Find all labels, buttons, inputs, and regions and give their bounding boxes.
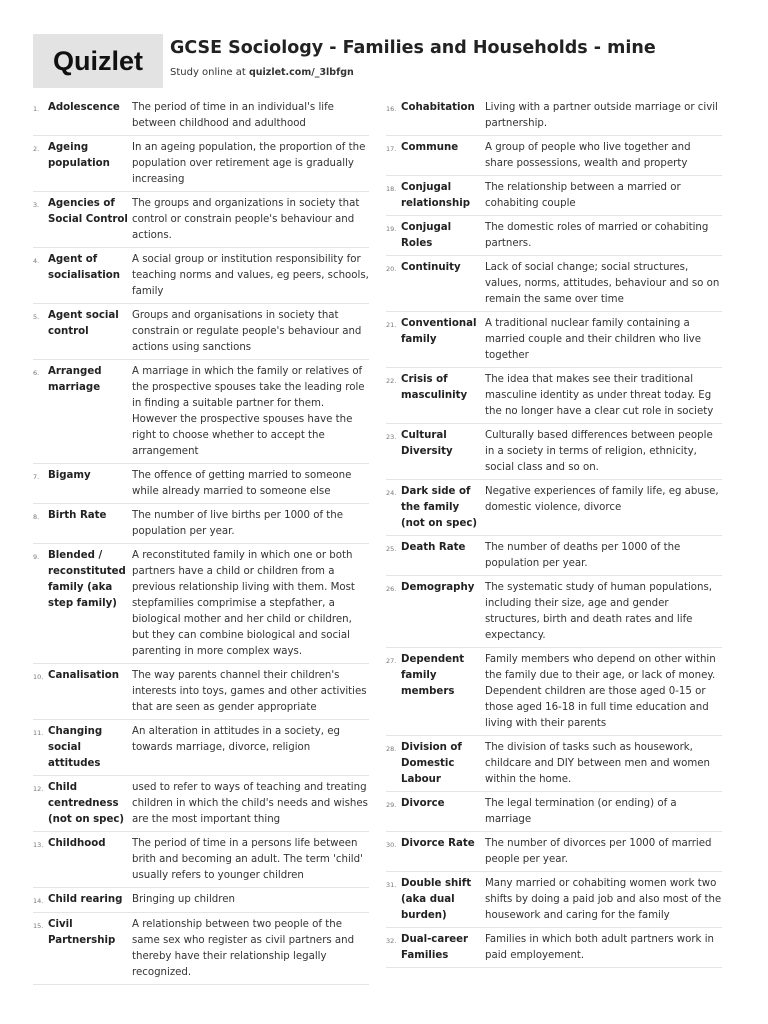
term-number: 6.	[33, 369, 40, 377]
term-label: Civil Partnership	[48, 919, 116, 946]
term-definition: The domestic roles of married or cohabiting partners.	[485, 222, 709, 249]
term-definition: Lack of social change; social structures, values, norms, attitudes, behaviour and so on remain the same over time	[485, 262, 720, 305]
term-number: 20.	[386, 265, 397, 273]
term-label: Divorce	[401, 798, 445, 809]
term-row	[386, 424, 722, 480]
term-number: 31.	[386, 881, 397, 889]
term-row	[386, 216, 722, 256]
term-row	[33, 136, 369, 192]
term-row	[33, 720, 369, 776]
term-label: Commune	[401, 142, 459, 153]
term-row	[386, 872, 722, 928]
term-number: 30.	[386, 841, 397, 849]
page-subtitle	[170, 67, 354, 78]
term-definition: A relationship between two people of the same sex who register as civil partners and thereby have their relationship legally recognized.	[132, 919, 355, 978]
term-label: Demography	[401, 582, 475, 593]
page-title: GCSE Sociology - Families and Households - mine	[170, 38, 656, 58]
term-row	[386, 648, 722, 736]
term-number: 1.	[33, 105, 40, 113]
term-row	[33, 544, 369, 664]
terms-column-right	[386, 96, 722, 968]
term-row	[386, 96, 722, 136]
term-definition: Many married or cohabiting women work two shifts by doing a paid job and also most of the housework and caring for the family	[485, 878, 722, 921]
term-definition: Negative experiences of family life, eg abuse, domestic violence, divorce	[485, 486, 719, 513]
term-definition: The systematic study of human populations, including their size, age and gender structures, birth and death rates and life expectancy.	[485, 582, 713, 641]
term-label: Arranged marriage	[48, 366, 102, 393]
term-row	[33, 248, 369, 304]
term-definition: The relationship between a married or cohabiting couple	[485, 182, 681, 209]
term-number: 14.	[33, 897, 44, 905]
term-label: Divorce Rate	[401, 838, 475, 849]
term-number: 32.	[386, 937, 397, 945]
term-label: Ageing population	[48, 142, 110, 169]
term-label: Child rearing	[48, 894, 123, 905]
term-label: Conjugal relationship	[401, 182, 471, 209]
term-definition: The idea that makes see their traditional masculine identity as under threat today. Eg the no longer have a clear cut role in society	[485, 374, 714, 417]
subtitle-prefix: Study online at	[170, 67, 249, 78]
term-number: 3.	[33, 201, 40, 209]
term-definition: used to refer to ways of teaching and treating children in which the child's needs and wishes are the most important thing	[132, 782, 368, 825]
term-row	[386, 256, 722, 312]
term-label: Dual-career Families	[401, 934, 469, 961]
term-row	[33, 304, 369, 360]
term-row	[33, 504, 369, 544]
term-label: Birth Rate	[48, 510, 107, 521]
term-definition: In an ageing population, the proportion of the population over retirement age is gradually increasing	[132, 142, 366, 185]
term-label: Blended / reconstituted family (aka step family)	[48, 550, 126, 609]
term-number: 21.	[386, 321, 397, 329]
quizlet-logo[interactable]: Quizlet	[33, 34, 163, 88]
term-row	[386, 480, 722, 536]
term-definition: Groups and organisations in society that constrain or regulate people's behaviour and actions using sanctions	[132, 310, 362, 353]
term-row	[33, 888, 369, 913]
term-row	[33, 192, 369, 248]
term-label: Conventional family	[401, 318, 477, 345]
term-label: Agent of socialisation	[48, 254, 121, 281]
term-number: 17.	[386, 145, 397, 153]
term-number: 23.	[386, 433, 397, 441]
term-definition: The period of time in an individual's life between childhood and adulthood	[132, 102, 334, 129]
term-label: Agencies of Social Control	[48, 198, 128, 225]
term-definition: The period of time in a persons life between brith and becoming an adult. The term 'child' usually refers to younger children	[132, 838, 363, 881]
term-number: 28.	[386, 745, 397, 753]
term-row	[33, 832, 369, 888]
term-definition: The groups and organizations in society that control or constrain people's behaviour and actions.	[132, 198, 360, 241]
term-number: 19.	[386, 225, 397, 233]
term-number: 25.	[386, 545, 397, 553]
term-definition: A social group or institution responsibility for teaching norms and values, eg peers, schools, family	[132, 254, 369, 297]
term-definition: An alteration in attitudes in a society, eg towards marriage, divorce, religion	[132, 726, 340, 753]
term-label: Changing social attitudes	[48, 726, 103, 769]
term-definition: The number of live births per 1000 of the population per year.	[132, 510, 344, 537]
term-label: Division of Domestic Labour	[401, 742, 462, 785]
term-label: Childhood	[48, 838, 106, 849]
term-label: Child centredness (not on spec)	[48, 782, 125, 825]
term-row	[386, 176, 722, 216]
term-label: Agent social control	[48, 310, 119, 337]
term-row	[386, 136, 722, 176]
terms-column-left	[33, 96, 369, 985]
term-definition: A reconstituted family in which one or both partners have a child or children from a previous relationship living with them. Most stepfamilies comprimise a stepfather, a biological mother and her child or children, but they can combine biological and social parenting in more complex ways.	[132, 550, 355, 657]
term-definition: Living with a partner outside marriage or civil partnership.	[485, 102, 718, 129]
term-definition: The division of tasks such as housework, childcare and DIY between men and women within the home.	[485, 742, 711, 785]
term-definition: Culturally based differences between people in a society in terms of religion, ethnicity, social class and so on.	[485, 430, 713, 473]
term-number: 10.	[33, 673, 44, 681]
term-number: 8.	[33, 513, 40, 521]
term-row	[33, 913, 369, 985]
term-number: 11.	[33, 729, 44, 737]
study-link[interactable]: quizlet.com/_3lbfgn	[248, 67, 354, 78]
term-definition: The offence of getting married to someone while already married to someone else	[132, 470, 352, 497]
term-label: Cohabitation	[401, 102, 475, 113]
term-label: Double shift (aka dual burden)	[401, 878, 472, 921]
term-row	[386, 576, 722, 648]
term-label: Continuity	[401, 262, 461, 273]
term-number: 26.	[386, 585, 397, 593]
term-row	[33, 360, 369, 464]
term-definition: Family members who depend on other within the family due to their age, or lack of money. Dependent children are those aged 0-15 or those aged 16-18 in full time education and living with their parents	[485, 654, 716, 729]
term-row	[386, 368, 722, 424]
term-number: 7.	[33, 473, 40, 481]
page-header	[33, 34, 733, 88]
term-label: Canalisation	[48, 670, 120, 681]
term-row	[33, 664, 369, 720]
term-label: Dark side of the family (not on spec)	[401, 486, 478, 529]
term-definition: A group of people who live together and share possessions, wealth and property	[485, 142, 691, 169]
term-number: 15.	[33, 922, 44, 930]
term-number: 12.	[33, 785, 44, 793]
term-number: 9.	[33, 553, 40, 561]
term-label: Adolescence	[48, 102, 120, 113]
term-definition: The way parents channel their children's interests into toys, games and other activities that are seen as gender appropriate	[132, 670, 367, 713]
term-row	[386, 736, 722, 792]
term-row	[386, 832, 722, 872]
term-row	[33, 776, 369, 832]
term-definition: The number of deaths per 1000 of the population per year.	[485, 542, 681, 569]
term-definition: Bringing up children	[132, 894, 235, 905]
term-number: 27.	[386, 657, 397, 665]
term-row	[33, 464, 369, 504]
term-row	[386, 792, 722, 832]
term-row	[386, 928, 722, 968]
term-number: 22.	[386, 377, 397, 385]
term-number: 4.	[33, 257, 40, 265]
term-number: 13.	[33, 841, 44, 849]
term-number: 16.	[386, 105, 397, 113]
term-definition: A marriage in which the family or relatives of the prospective spouses take the leading role in finding a suitable partner for them. However the prospective spouses have the right to choose whether to accept the arrangement	[132, 366, 365, 457]
term-definition: Families in which both adult partners work in paid employement.	[485, 934, 714, 961]
term-number: 18.	[386, 185, 397, 193]
term-row	[386, 536, 722, 576]
term-label: Dependent family members	[401, 654, 465, 697]
term-row	[386, 312, 722, 368]
term-label: Crisis of masculinity	[401, 374, 468, 401]
term-definition: The number of divorces per 1000 of married people per year.	[485, 838, 712, 865]
term-label: Conjugal Roles	[401, 222, 452, 249]
term-number: 29.	[386, 801, 397, 809]
term-definition: A traditional nuclear family containing a married couple and their children who live together	[485, 318, 701, 361]
term-number: 2.	[33, 145, 40, 153]
term-definition: The legal termination (or ending) of a marriage	[485, 798, 677, 825]
term-number: 5.	[33, 313, 40, 321]
term-number: 24.	[386, 489, 397, 497]
term-label: Bigamy	[48, 470, 91, 481]
term-label: Cultural Diversity	[401, 430, 453, 457]
term-label: Death Rate	[401, 542, 466, 553]
term-row	[33, 96, 369, 136]
